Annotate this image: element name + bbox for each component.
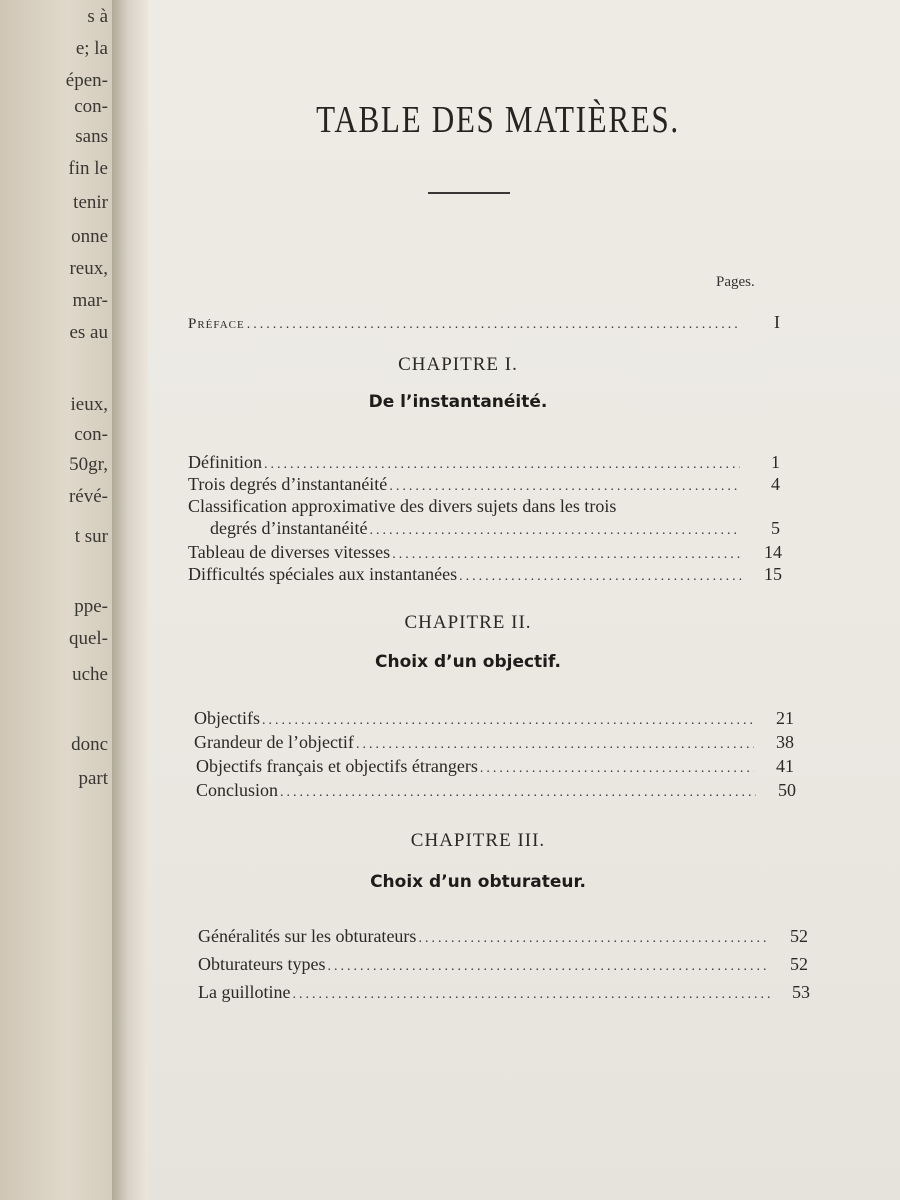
toc-entry-page: 52 [790,926,808,946]
left-page-fragment: t sur [74,526,108,547]
left-page-fragment: tenir [73,192,108,213]
dot-leader [369,523,740,539]
toc-entry-label: La guillotine [198,982,291,1002]
toc-entry-label: Objectifs [194,708,260,728]
title-divider [428,192,510,194]
left-page-fragment: quel- [68,628,108,649]
pages-column-label: Pages. [716,274,755,290]
left-page-fragment: révé- [68,486,108,507]
toc-entry-label: Classification approximative des divers sujets dans les trois [188,496,617,516]
left-page-fragment: uche [72,664,108,685]
toc-entry-preface [188,312,780,333]
page-title: TABLE DES MATIÈRES. [316,99,680,141]
toc-entry [194,708,794,729]
toc-entry-label-continuation: degrés d’instantanéité [210,518,368,538]
chapter-heading: CHAPITRE III. [410,830,546,851]
toc-entry-page: 53 [792,982,810,1002]
dot-leader [280,785,756,801]
toc-entry [196,756,794,777]
toc-entry-page: 52 [790,954,808,974]
toc-entry-label: Généralités sur les obturateurs [198,926,417,946]
toc-entry-label: Objectifs français et objectifs étrangers [196,756,478,776]
toc-entry [198,926,808,947]
left-page-fragment: ppe- [74,596,108,617]
chapter-subtitle: De l’instantanéité. [368,392,548,412]
dot-leader [418,931,768,947]
toc-entry-page: 14 [764,542,782,562]
toc-entry [188,452,780,473]
toc-entry-page: I [774,312,780,332]
dot-leader [459,569,742,585]
book-gutter [112,0,148,1200]
dot-leader [247,317,740,333]
left-page-fragment: e; la [75,38,108,59]
toc-entry-label: Grandeur de l’objectif [194,732,354,752]
toc-entry-page: 38 [776,732,794,752]
toc-entry-label: Trois degrés d’instantanéité [188,474,388,494]
dot-leader [264,457,740,473]
dot-leader [327,959,768,975]
dot-leader [392,547,742,563]
toc-entry [210,518,780,539]
toc-entry-label: Obturateurs types [198,954,326,974]
left-page-fragment: reux, [69,258,108,279]
toc-entry [188,564,782,585]
toc-entry [188,542,782,563]
toc-entry-page: 15 [764,564,782,584]
dot-leader [389,479,740,495]
left-page-fragment: s à [87,6,108,27]
left-page-fragment: fin le [68,158,108,179]
chapter-heading: CHAPITRE II. [404,612,532,633]
chapter-subtitle: Choix d’un objectif. [375,652,561,672]
toc-entry-label: Conclusion [196,780,279,800]
toc-entry-label: Tableau de diverses vitesses [188,542,391,562]
toc-entry [196,780,796,801]
toc-entry-label: Préface [188,316,245,332]
table-of-contents-page [148,0,900,1200]
dot-leader [356,737,754,753]
left-page-fragment: con- [74,424,108,445]
toc-entry-page: 50 [778,780,796,800]
toc-entry [194,732,794,753]
dot-leader [292,987,770,1003]
left-page-fragment: 50gr, [69,454,108,475]
toc-entry-page: 4 [771,474,780,494]
left-page-fragment: part [78,768,108,789]
toc-entry-label: Définition [188,452,262,472]
left-page-fragment: con- [74,96,108,117]
toc-entry-page: 41 [776,756,794,776]
chapter-subtitle: Choix d’un obturateur. [370,872,586,892]
toc-entry-page: 5 [771,518,780,538]
toc-entry [188,474,780,495]
left-page [0,0,112,1200]
toc-entry [198,954,808,975]
left-page-fragment: onne [71,226,108,247]
dot-leader [480,761,754,777]
chapter-heading: CHAPITRE I. [398,354,518,375]
toc-entry [198,982,810,1003]
left-page-fragment: mar- [72,290,108,311]
toc-entry-page: 1 [771,452,780,472]
left-page-fragment: sans [75,126,108,147]
dot-leader [262,713,754,729]
toc-entry-page: 21 [776,708,794,728]
left-page-fragment: es au [69,322,108,343]
left-page-fragment: donc [71,734,108,755]
toc-entry-label: Difficultés spéciales aux instantanées [188,564,458,584]
left-page-fragment: épen- [65,70,108,91]
left-page-fragment: ieux, [70,394,108,415]
